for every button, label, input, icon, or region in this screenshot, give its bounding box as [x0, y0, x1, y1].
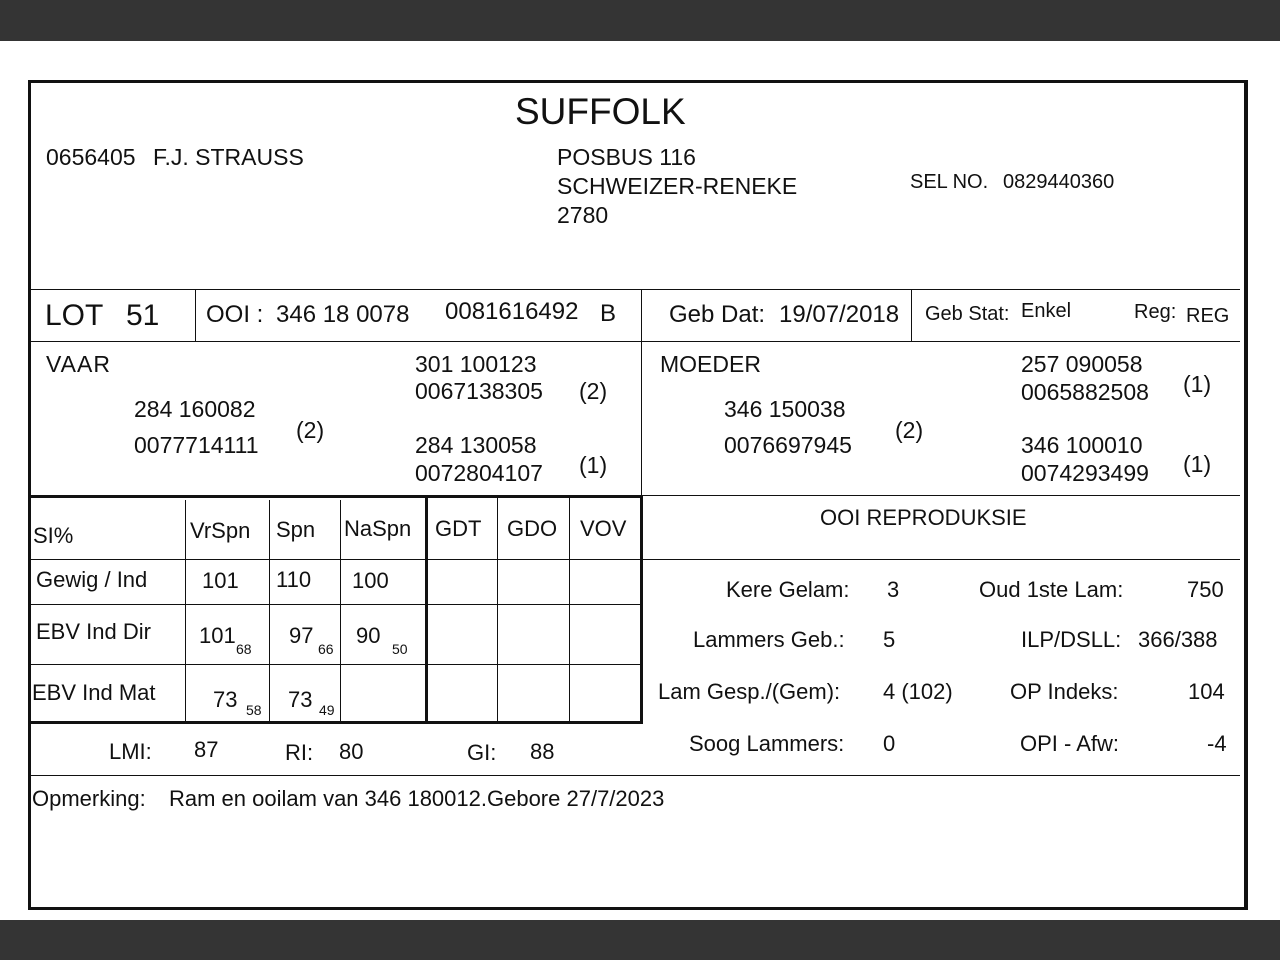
si-col-3 [340, 500, 341, 721]
dam-dam-tag: 0074293499 [1021, 460, 1149, 486]
footer-top-rule [31, 775, 1240, 776]
lmi-value: 87 [194, 737, 219, 762]
opi-afw-value: -4 [1207, 731, 1227, 756]
lam-gesp-label: Lam Gesp./(Gem): [658, 679, 841, 704]
ebv-dir-vrspn: 101 [199, 623, 236, 648]
ilp-value: 366/388 [1138, 627, 1218, 652]
sire-tag: 0077714111 [134, 432, 259, 458]
birth-status: Enkel [1021, 300, 1072, 322]
dam-tag: 0076697945 [724, 432, 852, 458]
bottom-frame-bar [0, 920, 1280, 960]
ri-value: 80 [339, 739, 364, 764]
sire-label: VAAR [46, 351, 111, 377]
birth-date-label: Geb Dat: [669, 301, 766, 328]
rule-lot-sep1 [195, 289, 196, 341]
si-table-mid [425, 495, 428, 724]
top-frame-bar [0, 0, 1280, 41]
si-col-6 [569, 497, 570, 721]
opi-afw-label: OPI - Afw: [1020, 731, 1120, 756]
ewe-label: OOI : [206, 301, 264, 328]
lot-label: LOT [45, 299, 104, 332]
cell-number: 0829440360 [1003, 171, 1115, 193]
seller-name: F.J. STRAUSS [153, 144, 304, 170]
rule-pedigree-sep [641, 341, 642, 495]
rule-lot-sep3 [911, 289, 912, 341]
sire-dam-id: 284 130058 [415, 432, 537, 458]
gi-label: GI: [467, 740, 497, 765]
kere-gelam-label: Kere Gelam: [726, 577, 850, 602]
rule-pedigree-bottom [641, 495, 1240, 496]
si-header-vov: VOV [580, 516, 627, 541]
sire-sire-tag: 0067138305 [415, 378, 543, 404]
gewig-spn: 110 [276, 567, 312, 592]
soog-lammers-value: 0 [883, 731, 896, 756]
oud-1ste-lam-label: Oud 1ste Lam: [979, 577, 1124, 602]
sire-dam-mark: (1) [579, 452, 608, 478]
ebv-dir-naspn-acc: 50 [392, 641, 408, 657]
si-col-1 [185, 500, 186, 721]
ebv-dir-spn: 97 [289, 623, 314, 648]
ewe-id: 346 18 0078 [276, 301, 410, 328]
row-label-ebv-mat: EBV Ind Mat [32, 680, 156, 705]
ilp-label: ILP/DSLL: [1021, 627, 1122, 652]
rule-lot-sep2 [641, 289, 642, 341]
reg-label: Reg: [1134, 301, 1177, 323]
si-table-right [640, 495, 643, 724]
si-col-5 [497, 497, 498, 721]
op-indeks-value: 104 [1188, 679, 1225, 704]
sire-dam-tag: 0072804107 [415, 460, 543, 486]
si-header-gdo: GDO [507, 516, 558, 541]
postal-code: 2780 [557, 202, 609, 228]
lammers-geb-value: 5 [883, 627, 896, 652]
reg-value: REG [1186, 305, 1230, 327]
rule-lot-bottom [31, 341, 1240, 342]
address-line1: POSBUS 116 [557, 144, 696, 170]
dam-sire-id: 257 090058 [1021, 351, 1143, 377]
ebv-mat-vrspn-acc: 58 [246, 702, 262, 718]
ewe-tag: 0081616492 [445, 298, 579, 325]
ewe-grade: B [600, 300, 617, 327]
gewig-vrspn: 101 [202, 568, 239, 593]
ebv-mat-spn: 73 [288, 687, 313, 712]
dam-dam-id: 346 100010 [1021, 432, 1143, 458]
op-indeks-label: OP Indeks: [1010, 679, 1119, 704]
si-row-1 [31, 559, 1240, 560]
soog-lammers-label: Soog Lammers: [689, 731, 845, 756]
lammers-geb-label: Lammers Geb.: [693, 627, 845, 652]
dam-mark: (2) [895, 417, 924, 443]
birth-date: 19/07/2018 [779, 301, 900, 328]
dam-sire-mark: (1) [1183, 371, 1212, 397]
ebv-dir-spn-acc: 66 [318, 641, 334, 657]
ebv-dir-naspn: 90 [356, 623, 381, 648]
si-col-2 [269, 500, 270, 721]
dam-sire-tag: 0065882508 [1021, 379, 1149, 405]
si-header-naspn: NaSpn [344, 516, 412, 541]
sire-sire-id: 301 100123 [415, 351, 537, 377]
dam-label: MOEDER [660, 351, 761, 377]
rule-lot-top [31, 289, 1240, 290]
si-row-3 [31, 664, 641, 665]
row-label-gewig: Gewig / Ind [36, 567, 148, 592]
dam-id: 346 150038 [724, 396, 846, 422]
seller-id: 0656405 [46, 144, 136, 170]
dam-dam-mark: (1) [1183, 451, 1212, 477]
address-line2: SCHWEIZER-RENEKE [557, 173, 798, 199]
breed-title: SUFFOLK [515, 91, 686, 132]
si-table-bottom [31, 721, 643, 724]
si-header-spn: Spn [276, 517, 316, 542]
si-header-vrspn: VrSpn [190, 518, 251, 543]
lmi-label: LMI: [109, 739, 152, 764]
sire-mark: (2) [296, 417, 325, 443]
ebv-mat-vrspn: 73 [213, 687, 238, 712]
row-label-ebv-dir: EBV Ind Dir [36, 619, 151, 644]
si-row-2 [31, 604, 641, 605]
lam-gesp-value: 4 (102) [883, 679, 953, 704]
remark-text: Ram en ooilam van 346 180012.Gebore 27/7/2023 [169, 786, 665, 811]
si-table-top [31, 495, 643, 498]
oud-1ste-lam-value: 750 [1187, 577, 1224, 602]
birth-status-label: Geb Stat: [925, 303, 1010, 325]
cell-label: SEL NO. [910, 171, 989, 193]
kere-gelam-value: 3 [887, 577, 900, 602]
lot-number: 51 [126, 299, 160, 332]
gewig-naspn: 100 [352, 568, 389, 593]
reproduction-title: OOI REPRODUKSIE [820, 505, 1027, 530]
si-header-si: SI% [33, 523, 74, 548]
ri-label: RI: [285, 740, 314, 765]
sire-sire-mark: (2) [579, 378, 608, 404]
ebv-dir-vrspn-acc: 68 [236, 641, 252, 657]
ebv-mat-spn-acc: 49 [319, 702, 335, 718]
sire-id: 284 160082 [134, 396, 256, 422]
gi-value: 88 [530, 739, 555, 764]
remark-label: Opmerking: [32, 786, 146, 811]
si-header-gdt: GDT [435, 516, 482, 541]
